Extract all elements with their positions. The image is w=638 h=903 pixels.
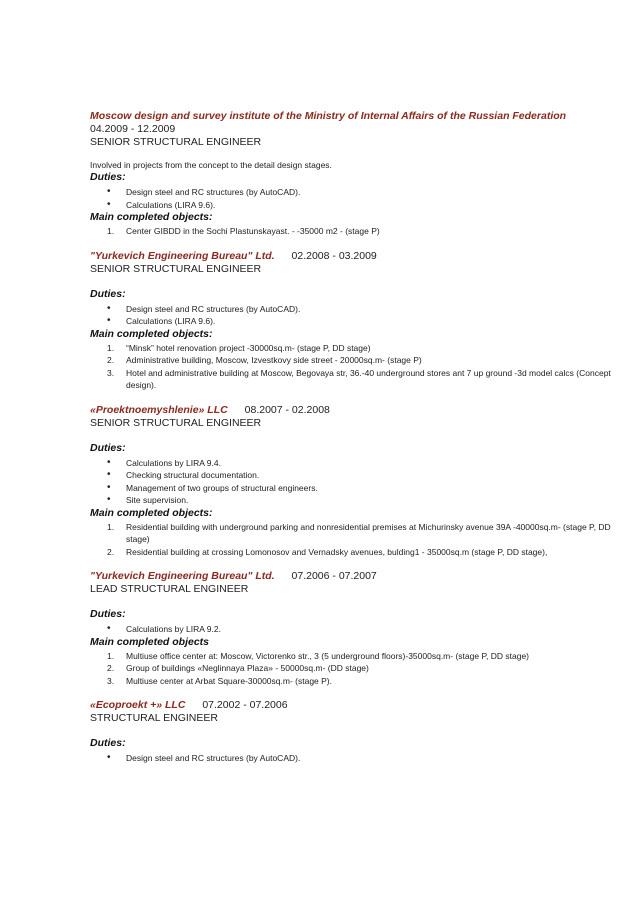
object-text: Multiuse office center at: Moscow, Victorenko str., 3 (5 underground floors)-35000sq.m- (stage P, DD stage) xyxy=(126,650,530,661)
employer-line xyxy=(90,699,620,712)
job-section xyxy=(90,570,620,687)
objects-heading: Main completed objects: xyxy=(90,506,213,519)
duties-heading: Duties: xyxy=(90,441,126,454)
employer-name: "Yurkevich Engineering Bureau" Ltd. xyxy=(90,249,275,262)
job-section xyxy=(90,250,620,392)
job-description: Involved in projects from the concept to the detail design stages. xyxy=(90,160,332,170)
duty-item: • Design steel and RC structures (by AutoCAD). xyxy=(90,303,620,316)
object-item xyxy=(90,342,620,355)
object-number: 1. xyxy=(107,521,115,532)
object-text: Group of buildings «Neglinnaya Plaza» - 50000sq.m- (DD stage) xyxy=(126,663,369,673)
duty-item: • Management of two groups of structural engineers. xyxy=(90,482,620,495)
object-number: 3. xyxy=(107,367,115,378)
job-section xyxy=(90,699,620,765)
object-item xyxy=(90,546,620,559)
object-text: Residential building at crossing Lomonosov and Vernadsky avenues, bulding1 - 35000sq.m (stage P, DD stage), xyxy=(126,546,548,557)
employer-name: «Proektnoemyshlenie» LLC xyxy=(90,403,228,416)
resume-page xyxy=(90,110,620,777)
objects-list xyxy=(90,521,620,559)
object-text: “Minsk” hotel renovation project -30000sq.m- (stage P, DD stage) xyxy=(126,342,371,353)
object-number: 2. xyxy=(107,355,115,365)
object-item xyxy=(90,367,620,392)
duties-list xyxy=(90,623,620,636)
employer-name: "Yurkevich Engineering Bureau" Ltd. xyxy=(90,570,275,582)
job-section xyxy=(90,110,620,238)
duty-item: • Design steel and RC structures (by AutoCAD). xyxy=(90,752,620,765)
object-item xyxy=(90,662,620,675)
duty-item: • Calculations by LIRA 9.4. xyxy=(90,457,620,470)
object-number: 1. xyxy=(107,650,115,661)
objects-heading: Main completed objects: xyxy=(90,327,213,340)
employer-line xyxy=(90,404,620,417)
duty-item: • Calculations by LIRA 9.2. xyxy=(90,623,620,636)
objects-list xyxy=(90,650,620,688)
employer-line xyxy=(90,250,620,263)
duty-item: • Design steel and RC structures (by AutoCAD). xyxy=(90,186,620,199)
object-item xyxy=(90,354,620,367)
duties-heading: Duties: xyxy=(90,608,126,620)
employer-line xyxy=(90,110,620,123)
duties-heading: Duties: xyxy=(90,737,126,749)
object-number: 2. xyxy=(107,546,115,557)
duties-list xyxy=(90,457,620,507)
job-title: SENIOR STRUCTURAL ENGINEER xyxy=(90,416,262,429)
object-number: 2. xyxy=(107,663,115,673)
object-number: 1. xyxy=(107,342,115,353)
job-period: 02.2008 - 03.2009 xyxy=(291,249,377,262)
employer-name: «Ecoproekt +» LLC xyxy=(90,699,186,711)
job-period: 08.2007 - 02.2008 xyxy=(244,403,330,416)
employer-line xyxy=(90,570,620,583)
object-item xyxy=(90,225,620,238)
duty-item: • Checking structural documentation. xyxy=(90,469,620,482)
duty-item: • Site supervision. xyxy=(90,494,620,507)
object-text: Center GIBDD in the Sochi Plastunskayast. - -35000 m2 - (stage P) xyxy=(126,226,380,236)
job-title: SENIOR STRUCTURAL ENGINEER xyxy=(90,136,262,148)
object-text: Administrative building, Moscow, Izvestkovy side street - 20000sq.m- (stage P) xyxy=(126,355,422,365)
job-section xyxy=(90,404,620,559)
objects-list xyxy=(90,342,620,392)
object-item xyxy=(90,650,620,663)
object-number: 1. xyxy=(107,226,115,236)
job-title: SENIOR STRUCTURAL ENGINEER xyxy=(90,262,262,275)
duties-list xyxy=(90,752,620,765)
job-title: STRUCTURAL ENGINEER xyxy=(90,712,218,724)
object-text: Residential building with underground parking and nonresidential premises at Michurinsky avenue 39A -40000sq.m- (stage P, DD stage) xyxy=(126,521,611,544)
job-title: LEAD STRUCTURAL ENGINEER xyxy=(90,583,249,595)
duty-item: • Calculations (LIRA 9.6). xyxy=(90,315,620,328)
objects-list xyxy=(90,225,620,238)
job-period: 04.2009 - 12.2009 xyxy=(90,123,176,135)
duties-heading: Duties: xyxy=(90,287,126,300)
job-period: 07.2002 - 07.2006 xyxy=(202,699,288,711)
object-item xyxy=(90,521,620,546)
job-period: 07.2006 - 07.2007 xyxy=(291,570,377,582)
objects-heading: Main completed objects xyxy=(90,635,210,648)
object-number: 3. xyxy=(107,675,115,686)
object-item xyxy=(90,675,620,688)
duty-item: • Calculations (LIRA 9.6). xyxy=(90,199,620,212)
object-text: Hotel and administrative building at Moscow, Begovaya str, 36.-40 underground stores ant 7 up ground -3d model calcs (Concept design). xyxy=(126,367,611,390)
employer-name: Moscow design and survey institute of the Ministry of Internal Affairs of the Russian Federation xyxy=(90,110,567,122)
objects-heading: Main completed objects: xyxy=(90,211,213,223)
duties-list xyxy=(90,186,620,211)
duties-list xyxy=(90,303,620,328)
duties-heading: Duties: xyxy=(90,171,126,183)
object-text: Multiuse center at Arbat Square-30000sq.m- (stage P). xyxy=(126,675,332,686)
